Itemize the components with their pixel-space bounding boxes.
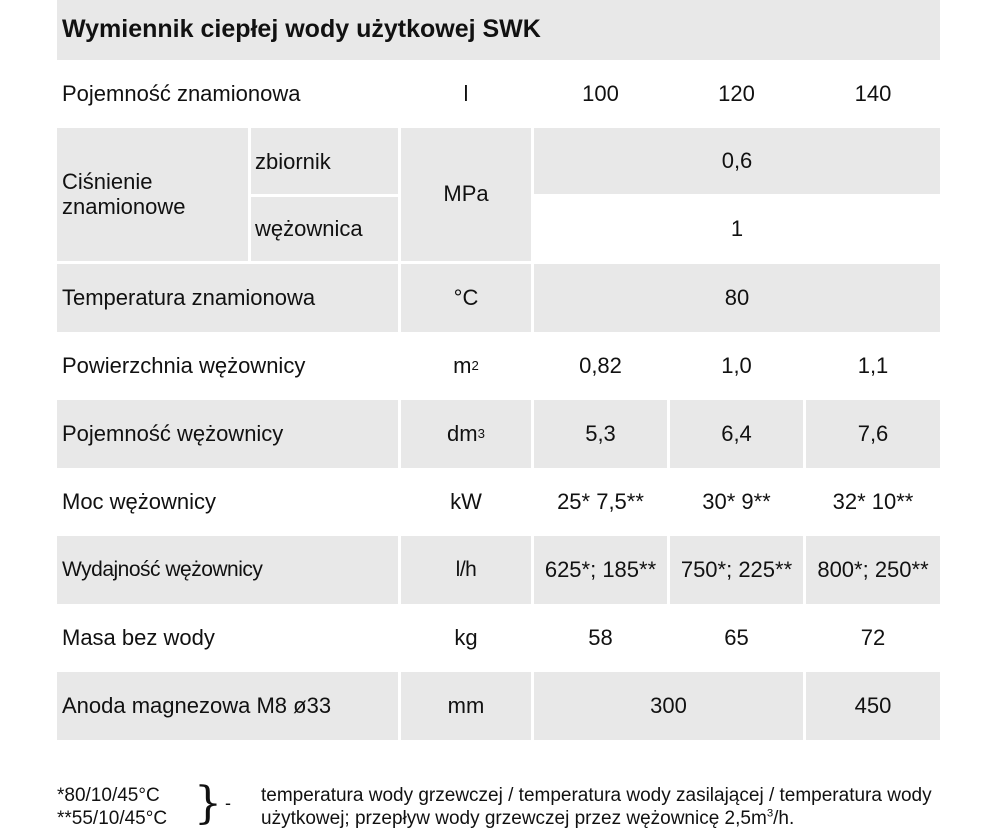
footnote-dash: - (225, 793, 231, 813)
row-label-mass: Masa bez wody (57, 604, 398, 672)
row-label-coil-power: Moc wężownicy (57, 468, 398, 536)
value-coil-surface-140: 1,1 (806, 332, 940, 400)
value-coil-capacity-120: 6,4 (670, 400, 803, 468)
table-title: Wymiennik ciepłej wody użytkowej SWK (57, 0, 940, 60)
value-capacity-100: 100 (534, 60, 667, 128)
row-label-coil-capacity: Pojemność wężownicy (57, 400, 398, 468)
unit-pressure: MPa (401, 128, 531, 261)
footnote-explanation: temperatura wody grzewczej / temperatura wody zasilającej / temperatura wody użytkowej; przepływ wody grzewczej przez wężownicę $2,5m^3/h$. (261, 785, 932, 829)
unit-anode: mm (401, 672, 531, 740)
value-coil-output-100: 625*; 185** (534, 536, 667, 604)
value-coil-power-100: 25* 7,5** (534, 468, 667, 536)
value-capacity-140: 140 (806, 60, 940, 128)
value-coil-output-120: 750*; 225** (670, 536, 803, 604)
footnote-condition-2: **55/10/45°C (57, 808, 168, 829)
footnote-condition-1: *80/10/45°C (57, 785, 160, 806)
value-mass-120: 65 (670, 604, 803, 672)
row-label-capacity: Pojemność znamionowa (57, 60, 398, 128)
unit-temperature: °C (401, 264, 531, 332)
value-anode-140: 450 (806, 672, 940, 740)
row-label-temperature: Temperatura znamionowa (57, 264, 398, 332)
sublabel-tank: zbiornik (251, 128, 398, 194)
unit-capacity: l (401, 60, 531, 128)
row-label-anode: Anoda magnezowa M8 ø33 (57, 672, 398, 740)
unit-coil-capacity: dm 3 (401, 400, 531, 468)
value-temperature: 80 (534, 264, 940, 332)
unit-coil-power: kW (401, 468, 531, 536)
unit-coil-output: l/h (401, 536, 531, 604)
brace-symbol: } (194, 778, 222, 829)
value-anode-100-120: 300 (534, 672, 803, 740)
value-coil-capacity-140: 7,6 (806, 400, 940, 468)
value-coil-surface-120: 1,0 (670, 332, 803, 400)
value-coil-capacity-100: 5,3 (534, 400, 667, 468)
row-label-pressure: Ciśnienie znamionowe (57, 128, 248, 261)
unit-mass: kg (401, 604, 531, 672)
unit-coil-surface: m 2 (401, 332, 531, 400)
row-label-coil-surface: Powierzchnia wężownicy (57, 332, 398, 400)
value-pressure-coil: 1 (534, 197, 940, 261)
value-pressure-tank: 0,6 (534, 128, 940, 194)
value-coil-output-140: 800*; 250** (806, 536, 940, 604)
value-mass-100: 58 (534, 604, 667, 672)
sublabel-coil: wężownica (251, 197, 398, 261)
value-coil-surface-100: 0,82 (534, 332, 667, 400)
value-coil-power-140: 32* 10** (806, 468, 940, 536)
row-label-coil-output: Wydajność wężownicy (57, 536, 398, 604)
footnote (57, 778, 942, 834)
value-mass-140: 72 (806, 604, 940, 672)
value-coil-power-120: 30* 9** (670, 468, 803, 536)
value-capacity-120: 120 (670, 60, 803, 128)
footnote-conditions (57, 784, 167, 830)
